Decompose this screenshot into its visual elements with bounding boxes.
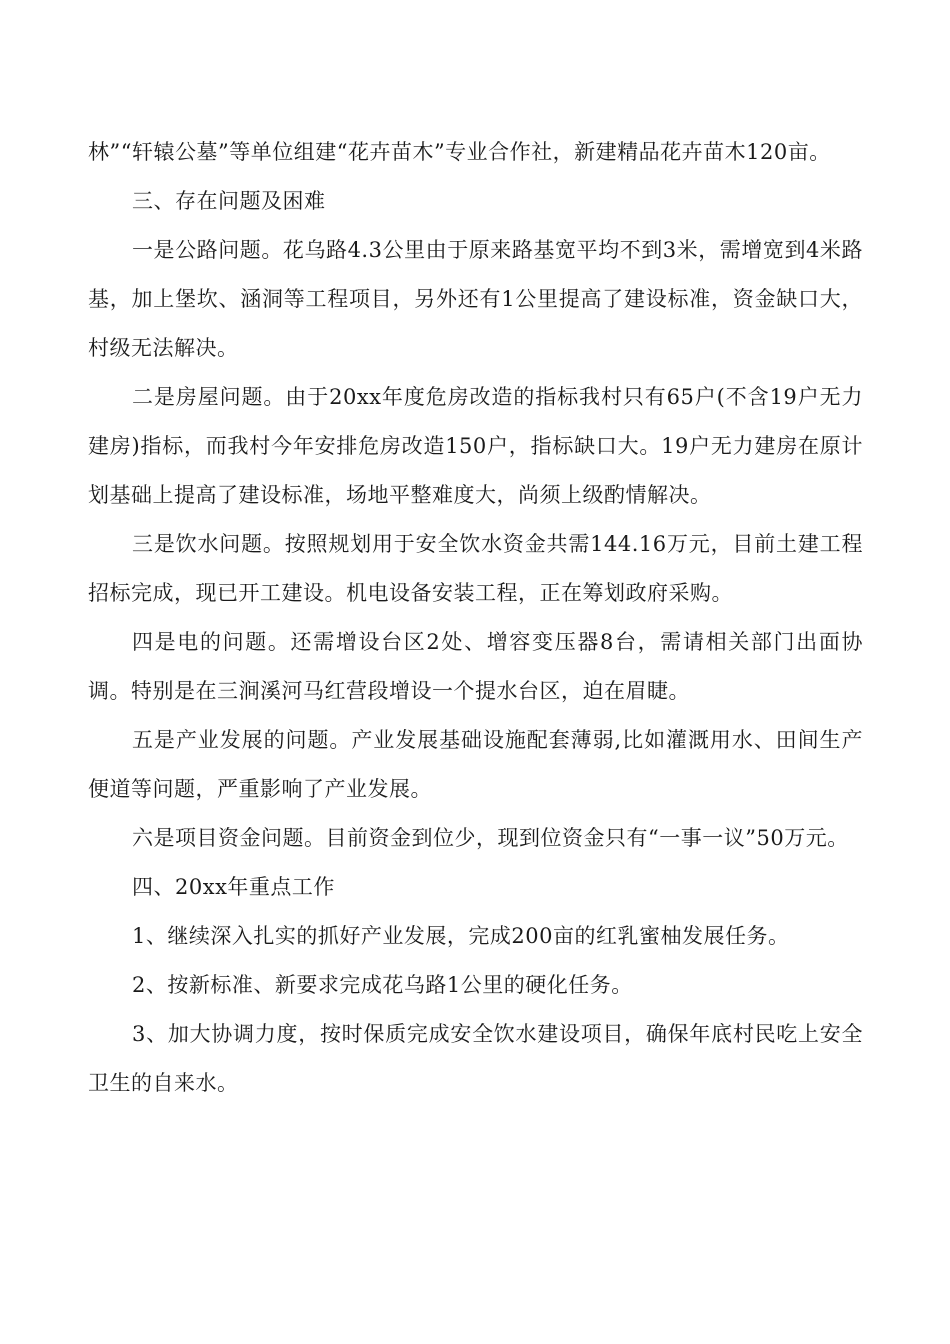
paragraph-industry-problem: 五是产业发展的问题。产业发展基础设施配套薄弱,比如灌溉用水、田间生产便道等问题，严重影响了产业发展。: [88, 728, 863, 801]
paragraph-road-problem: 一是公路问题。花乌路4.3公里由于原来路基宽平均不到3米，需增宽到4米路基，加上堡坎、涵洞等工程项目，另外还有1公里提高了建设标准，资金缺口大，村级无法解决。: [88, 238, 863, 360]
list-item-key-work-2: 2、按新标准、新要求完成花乌路1公里的硬化任务。: [132, 973, 633, 997]
document-body: [88, 128, 863, 1108]
paragraph-funding-problem: 六是项目资金问题。目前资金到位少，现到位资金只有“一事一议”50万元。: [132, 826, 849, 850]
list-item-key-work-3: 3、加大协调力度，按时保质完成安全饮水建设项目，确保年底村民吃上安全卫生的自来水。: [88, 1022, 863, 1095]
paragraph-water-problem: 三是饮水问题。按照规划用于安全饮水资金共需144.16万元，目前土建工程招标完成，现已开工建设。机电设备安装工程，正在筹划政府采购。: [88, 532, 863, 605]
paragraph-housing-problem: 二是房屋问题。由于20xx年度危房改造的指标我村只有65户(不含19户无力建房)指标，而我村今年安排危房改造150户，指标缺口大。19户无力建房在原计划基础上提高了建设标准，场地平整难度大，尚须上级酌情解决。: [88, 385, 863, 507]
paragraph-electricity-problem: 四是电的问题。还需增设台区2处、增容变压器8台，需请相关部门出面协调。特别是在三涧溪河马红营段增设一个提水台区，迫在眉睫。: [88, 630, 863, 703]
section-heading-key-work: 四、20xx年重点工作: [132, 875, 335, 899]
paragraph-continuation: 林”“轩辕公墓”等单位组建“花卉苗木”专业合作社，新建精品花卉苗木120亩。: [88, 140, 831, 164]
list-item-key-work-1: 1、继续深入扎实的抓好产业发展，完成200亩的红乳蜜柚发展任务。: [132, 924, 790, 948]
section-heading-problems: 三、存在问题及困难: [132, 189, 326, 213]
